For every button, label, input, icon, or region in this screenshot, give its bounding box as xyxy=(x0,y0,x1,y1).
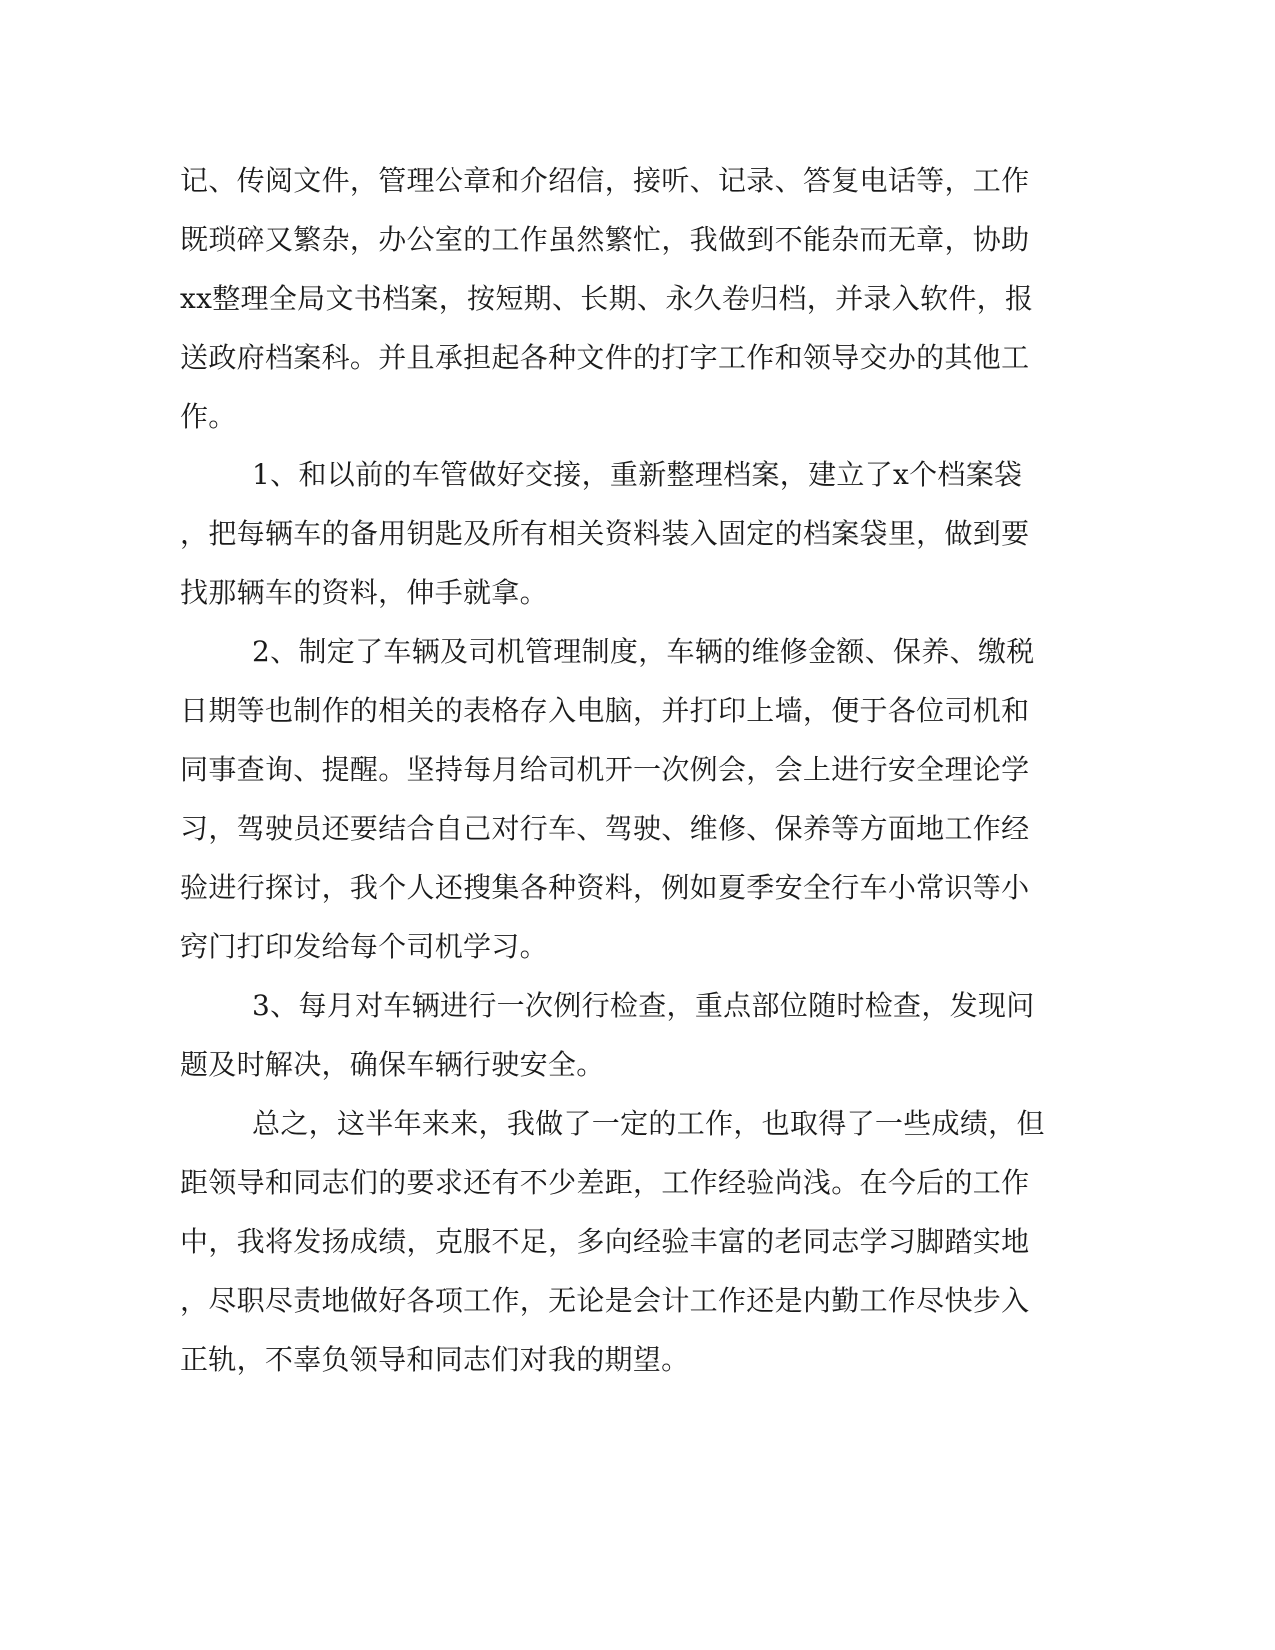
text-line: 习 ， 驾 驶 员 还 要 结 合 自 己 对 行 车 、 驾 驶 、 维 修 、 保 养 等 方 面 地 工 作 经 xyxy=(180,812,1030,845)
text-line: 窍门打印发给每个司机学习。 xyxy=(180,930,548,963)
text-line: 验 进 行 探 讨 ， 我 个 人 还 搜 集 各 种 资 料 ， 例 如 夏 季 安 全 行 车 小 常 识 等 小 xyxy=(180,871,1030,904)
text-line: 3 、 每 月 对 车 辆 进 行 一 次 例 行 检 查 ， 重 点 部 位 随 时 检 查 ， 发 现 问 xyxy=(252,989,1035,1022)
text-line: 总 之 ， 这 半 年 来 来 ， 我 做 了 一 定 的 工 作 ， 也 取 得 了 一 些 成 绩 ， 但 xyxy=(252,1107,1045,1140)
text-line: 距 领 导 和 同 志 们 的 要 求 还 有 不 少 差 距 ， 工 作 经 验 尚 浅 。 在 今 后 的 工 作 xyxy=(180,1166,1030,1199)
text-line: 既 琐 碎 又 繁 杂 ， 办 公 室 的 工 作 虽 然 繁 忙 ， 我 做 到 不 能 杂 而 无 章 ， 协 助 xyxy=(180,223,1030,256)
text-line: 2 、 制 定 了 车 辆 及 司 机 管 理 制 度 ， 车 辆 的 维 修 金 额 、 保 养 、 缴 税 xyxy=(252,635,1035,668)
text-line: 同 事 查 询 、 提 醒 。 坚 持 每 月 给 司 机 开 一 次 例 会 ， 会 上 进 行 安 全 理 论 学 xyxy=(180,753,1030,786)
text-line: ， 尽 职 尽 责 地 做 好 各 项 工 作 ， 无 论 是 会 计 工 作 还 是 内 勤 工 作 尽 快 步 入 xyxy=(180,1284,1030,1317)
text-line: 送 政 府 档 案 科 。 并 且 承 担 起 各 种 文 件 的 打 字 工 作 和 领 导 交 办 的 其 他 工 xyxy=(180,341,1030,374)
text-line: 1 、 和 以 前 的 车 管 做 好 交 接 ， 重 新 整 理 档 案 ， 建 立 了 x 个 档 案 袋 xyxy=(252,458,1023,491)
text-line: 题及时解决，确保车辆行驶安全。 xyxy=(180,1048,605,1081)
text-line: 日 期 等 也 制 作 的 相 关 的 表 格 存 入 电 脑 ， 并 打 印 上 墙 ， 便 于 各 位 司 机 和 xyxy=(180,694,1030,727)
text-line: 作。 xyxy=(180,400,237,433)
text-line: 正轨，不辜负领导和同志们对我的期望。 xyxy=(180,1343,690,1376)
text-line: 记 、 传 阅 文 件 ， 管 理 公 章 和 介 绍 信 ， 接 听 、 记 录 、 答 复 电 话 等 ， 工 作 xyxy=(180,164,1030,197)
text-line: ， 把 每 辆 车 的 备 用 钥 匙 及 所 有 相 关 资 料 装 入 固 定 的 档 案 袋 里 ， 做 到 要 xyxy=(180,517,1030,550)
text-line: xx 整 理 全 局 文 书 档 案 ， 按 短 期 、 长 期 、 永 久 卷 归 档 ， 并 录 入 软 件 ， 报 xyxy=(180,282,1034,315)
text-line: 找那辆车的资料，伸手就拿。 xyxy=(180,576,548,609)
text-line: 中 ， 我 将 发 扬 成 绩 ， 克 服 不 足 ， 多 向 经 验 丰 富 的 老 同 志 学 习 脚 踏 实 地 xyxy=(180,1225,1030,1258)
